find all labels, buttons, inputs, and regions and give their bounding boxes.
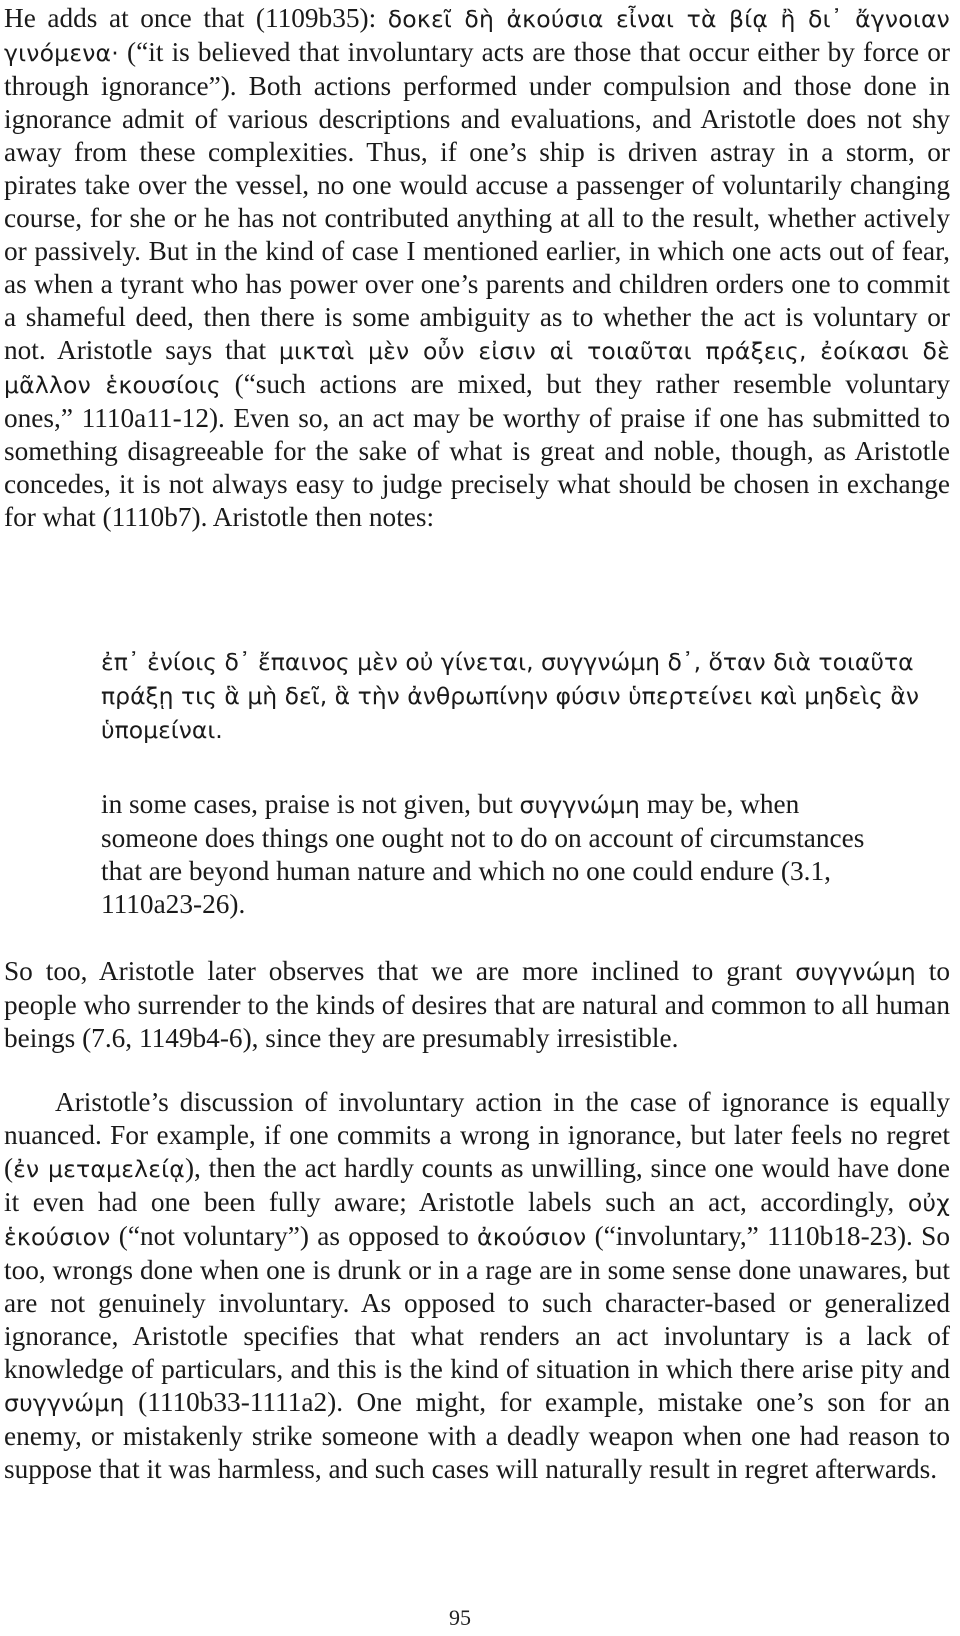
para3-text-5: (1110b33-1111a2). One might, for example, mistake one’s son for an enemy, or mistakenly strike someone with a deadly weapon when one had reason to suppose that it was harmless, and such cases will naturally result in regret afterwards. [4,1387,950,1484]
para1-greek-2: μικταὶ μὲν οὖν εἰσιν αἱ τοιαῦται πράξεις, ἐοίκασι δὲ μᾶλλον ἑκουσίοις [4,337,950,399]
para3-text-2: ), then the act hardly counts as unwilling, since one would have done it even had one been fully aware; Aristotle labels such an act, accordingly, [4,1153,950,1217]
para3-text-4: (“involuntary,” 1110b18-23). So too, wrongs done when one is drunk or in a rage are in some sense done unawares, but are not genuinely involuntary. As opposed to such character-based or generalized ignorance, Aristotle specifies that what renders an act involuntary is a lack of knowledge of particulars, and this is the kind of situation in which there arise pity and [4,1221,950,1384]
paragraph-desires [4,955,950,1055]
para3-text-3: (“not voluntary”) as opposed to [110,1221,478,1251]
para1-greek-1: δοκεῖ δὴ ἀκούσια εἶναι τὰ βίᾳ ἢ δι᾽ ἄγνοιαν γινόμενα· [4,5,950,67]
paragraph-involuntary-acts [4,2,950,534]
block-quote-greek: ἐπ᾽ ἐνίοις δ᾽ ἔπαινος μὲν οὐ γίνεται, συγγνώμη δ᾽, ὅταν διὰ τοιαῦτα πράξῃ τις ἃ μὴ δεῖ, ἃ τὴν ἀνθρωπίνην φύσιν ὑπερτείνει καὶ μηδεὶς ἂν ὑπομείναι. [101,648,920,744]
para3-greek-3: ἀκούσιον [477,1223,587,1251]
para3-greek-1: ἐν μεταμελείᾳ [13,1155,185,1183]
quote-text-2: may be, when someone does things one ought not to do on account of circumstances that are beyond human nature and which no one could endure (3.1, 1110a23-26). [101,789,865,919]
page-number: 95 [449,1605,471,1630]
para3-text-1: Aristotle’s discussion of involuntary action in the case of ignorance is equally nuanced. For example, if one commits a wrong in ignorance, but later feels no regret ( [4,1087,950,1183]
para1-text-2: (“it is believed that involuntary acts are those that occur either by force or through ignorance”). Both actions performed under compulsion and those done in ignorance admit of various descriptions and evaluations, and Aristotle does not shy away from these complexities. Thus, if one’s ship is driven astray in a storm, or pirates take over the vessel, no one would accuse a passenger of voluntarily changing course, for she or he has not contributed anything at all to the result, whether actively or passively. But in the kind of case I mentioned earlier, in which one acts out of fear, as when a tyrant who has power over one’s parents and children orders one to commit a shameful deed, then there is some ambiguity as to whether the act is voluntary or not. Aristotle says that [4,37,950,365]
para3-greek-2: οὐχ ἑκούσιον [4,1189,950,1251]
quote-greek-word: συγγνώμη [519,791,641,819]
block-quote-translation [101,788,901,921]
para1-text-1: He adds at once that (1109b35): [4,3,388,33]
paragraph-ignorance [4,1086,950,1486]
para3-greek-4: συγγνώμη [4,1389,125,1417]
para2-greek-1: συγγνώμη [795,958,916,986]
para2-text-2: to people who surrender to the kinds of desires that are natural and common to all human beings (7.6, 1149b4-6), since they are presumably irresistible. [4,956,950,1053]
para2-text-1: So too, Aristotle later observes that we are more inclined to grant [4,956,796,986]
para1-text-3: (“such actions are mixed, but they rather resemble voluntary ones,” 1110a11-12). Even so, an act may be worthy of praise if one has submitted to something disagreeable for the sake of what is great and noble, though, as Aristotle concedes, it is not always easy to judge precisely what should be chosen in exchange for what (1110b7). Aristotle then notes: [4,369,951,532]
quote-text-1: in some cases, praise is not given, but [101,789,520,819]
